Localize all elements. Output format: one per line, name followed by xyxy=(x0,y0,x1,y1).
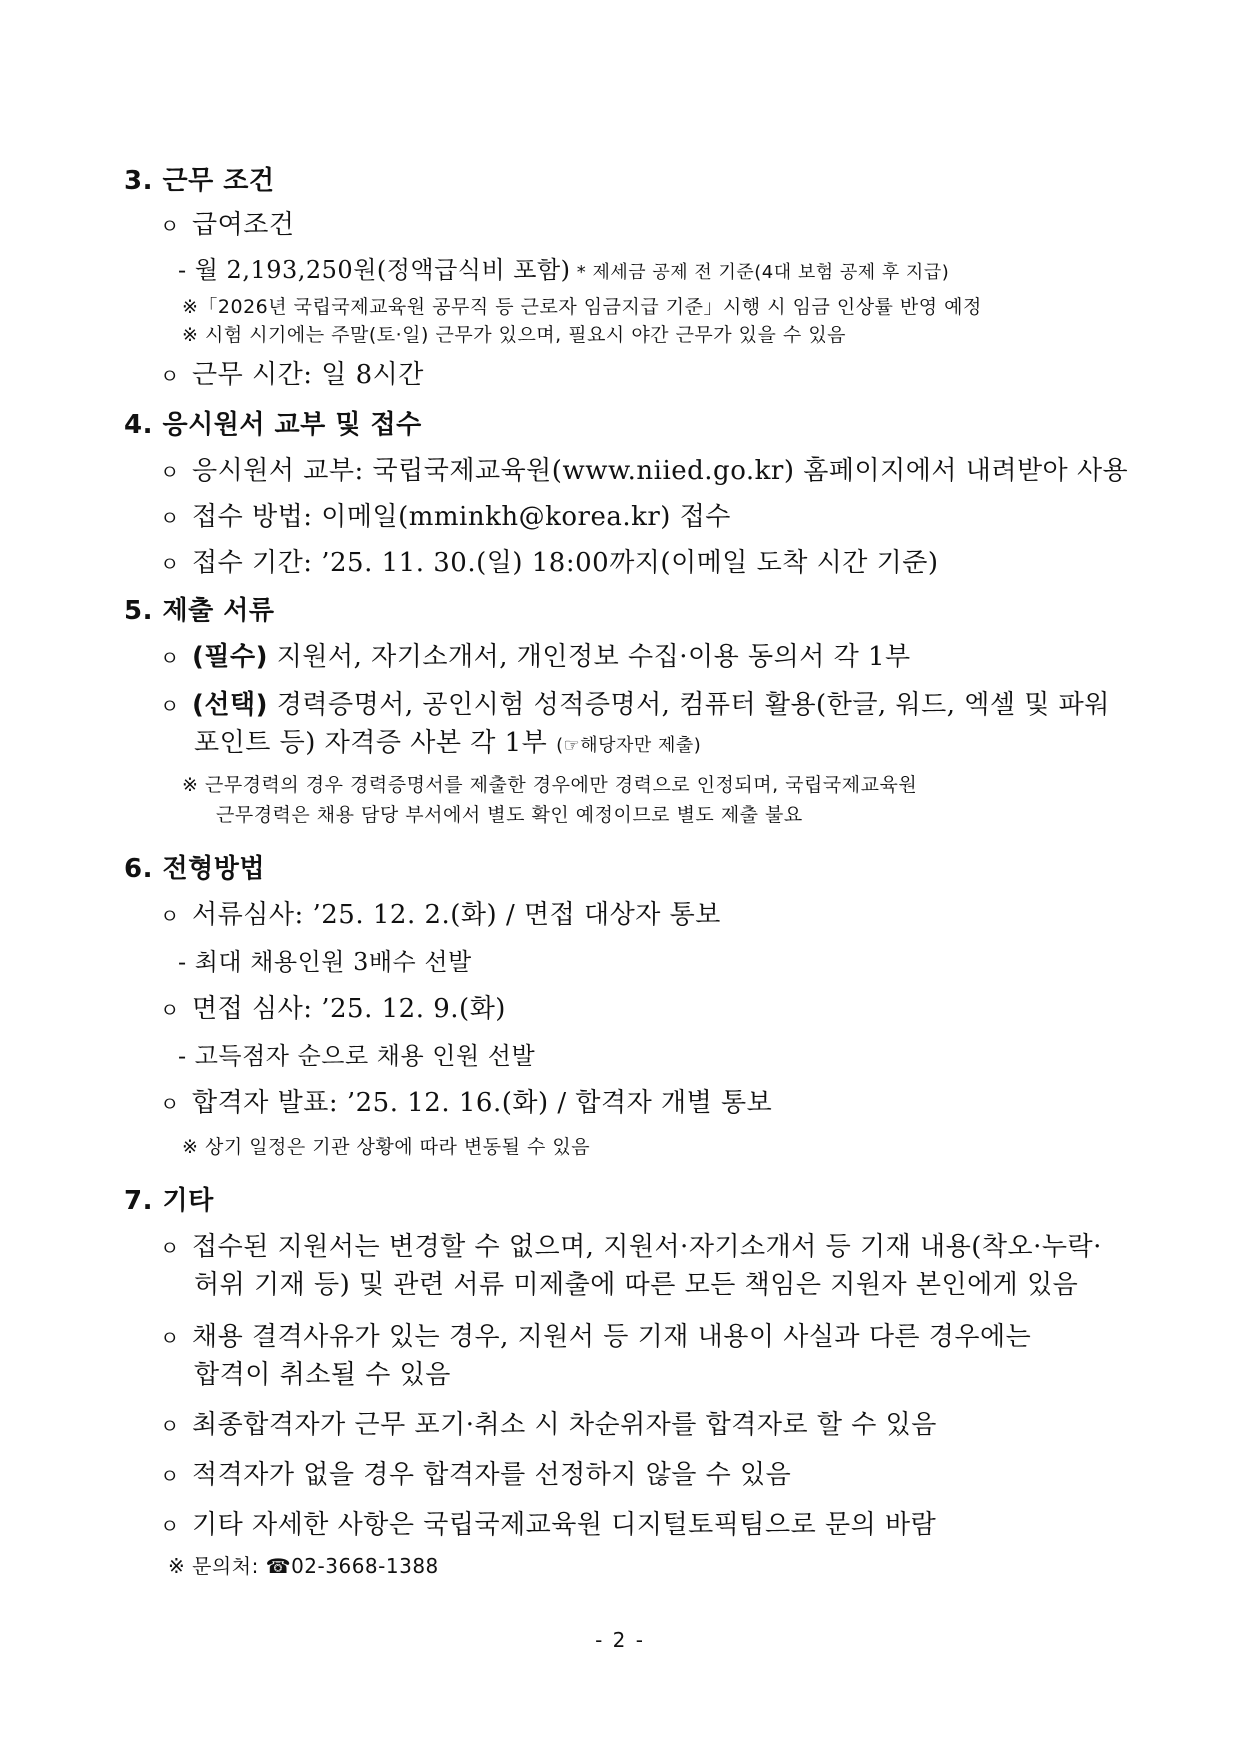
bullet-mark: ㅇ xyxy=(160,998,180,1022)
salary-amount: - 월 2,193,250원(정액급식비 포함) xyxy=(178,256,571,284)
submission-period-item xyxy=(160,542,939,579)
misc-item-3-text: 최종합격자가 근무 포기·취소 시 차순위자를 합격자로 할 수 있음 xyxy=(192,1410,937,1440)
optional-docs-item xyxy=(160,684,1110,721)
result-announcement-item xyxy=(160,1082,772,1119)
wage-note: ※「2026년 국립국제교육원 공무직 등 근로자 임금지급 기준」시행 시 임금 인상률 반영 예정 xyxy=(182,296,982,318)
misc-item-5-text: 기타 자세한 사항은 국립국제교육원 디지털토픽팀으로 문의 바람 xyxy=(192,1510,937,1540)
bullet-mark: ㅇ xyxy=(160,1326,180,1350)
optional-docs-cont-text: 포인트 등) 자격증 사본 각 1부 xyxy=(194,728,548,758)
bullet-mark: ㅇ xyxy=(160,1236,180,1260)
salary-heading-item xyxy=(160,204,294,241)
page-number: - 2 - xyxy=(595,1628,645,1652)
misc-item-2 xyxy=(160,1316,1031,1353)
weekend-work-note: ※ 시험 시기에는 주말(토·일) 근무가 있으며, 필요시 야간 근무가 있을 수 있음 xyxy=(182,324,847,346)
bullet-mark: ㅇ xyxy=(160,1464,180,1488)
bullet-mark: ㅇ xyxy=(160,364,180,388)
application-form-text: 응시원서 교부: 국립국제교육원(www.niied.go.kr) 홈페이지에서 내려받아 사용 xyxy=(192,456,1129,486)
bullet-mark: ㅇ xyxy=(160,646,180,670)
bullet-mark: ㅇ xyxy=(160,1414,180,1438)
misc-item-1-line-2: 허위 기재 등) 및 관련 서류 미제출에 따른 모든 책임은 지원자 본인에게 있음 xyxy=(194,1270,1079,1300)
required-docs-text: 지원서, 자기소개서, 개인정보 수집·이용 동의서 각 1부 xyxy=(268,642,911,672)
section-6-title: 6. 전형방법 xyxy=(124,854,265,884)
required-docs-item xyxy=(160,636,911,673)
document-review-item xyxy=(160,894,721,931)
misc-item-1-line-1: 접수된 지원서는 변경할 수 없으며, 지원서·자기소개서 등 기재 내용(착오·누락· xyxy=(192,1232,1102,1262)
document-review-text: 서류심사: ’25. 12. 2.(화) / 면접 대상자 통보 xyxy=(192,900,721,930)
submission-method-item xyxy=(160,496,731,533)
section-5-title: 5. 제출 서류 xyxy=(124,596,275,626)
submission-method-text: 접수 방법: 이메일(mminkh@korea.kr) 접수 xyxy=(192,502,731,532)
required-label: (필수) xyxy=(192,642,268,672)
misc-item-3 xyxy=(160,1404,937,1441)
misc-item-5 xyxy=(160,1504,936,1541)
salary-line xyxy=(178,250,949,285)
interview-item xyxy=(160,988,506,1025)
section-4-title: 4. 응시원서 교부 및 접수 xyxy=(124,410,422,440)
bullet-mark: ㅇ xyxy=(160,214,180,238)
interview-sub: - 고득점자 순으로 채용 인원 선발 xyxy=(178,1042,536,1070)
work-hours-item xyxy=(160,354,424,391)
submission-period-text: 접수 기간: ’25. 11. 30.(일) 18:00까지(이메일 도착 시간 기준) xyxy=(192,548,939,578)
bullet-mark: ㅇ xyxy=(160,1092,180,1116)
bullet-mark: ㅇ xyxy=(160,694,180,718)
bullet-mark: ㅇ xyxy=(160,552,180,576)
schedule-change-note: ※ 상기 일정은 기관 상황에 따라 변동될 수 있음 xyxy=(182,1136,591,1158)
career-note-line-2: 근무경력은 채용 담당 부서에서 별도 확인 예정이므로 별도 제출 불요 xyxy=(216,804,803,826)
interview-text: 면접 심사: ’25. 12. 9.(화) xyxy=(192,994,506,1024)
optional-label: (선택) xyxy=(192,690,268,720)
misc-item-4 xyxy=(160,1454,791,1491)
document-review-sub: - 최대 채용인원 3배수 선발 xyxy=(178,948,472,976)
section-7-title: 7. 기타 xyxy=(124,1186,214,1216)
misc-item-1 xyxy=(160,1226,1102,1263)
misc-item-4-text: 적격자가 없을 경우 합격자를 선정하지 않을 수 있음 xyxy=(192,1460,792,1490)
misc-item-2-line-2: 합격이 취소될 수 있음 xyxy=(194,1360,451,1390)
bullet-mark: ㅇ xyxy=(160,904,180,928)
bullet-mark: ㅇ xyxy=(160,1514,180,1538)
misc-item-2-line-1: 채용 결격사유가 있는 경우, 지원서 등 기재 내용이 사실과 다른 경우에는 xyxy=(192,1322,1032,1352)
optional-docs-continued xyxy=(194,722,701,759)
bullet-mark: ㅇ xyxy=(160,460,180,484)
section-3-title: 3. 근무 조건 xyxy=(124,166,275,196)
career-note-line-1: ※ 근무경력의 경우 경력증명서를 제출한 경우에만 경력으로 인정되며, 국립국제교육원 xyxy=(182,774,918,796)
result-announcement-text: 합격자 발표: ’25. 12. 16.(화) / 합격자 개별 통보 xyxy=(192,1088,773,1118)
application-form-item xyxy=(160,450,1128,487)
bullet-mark: ㅇ xyxy=(160,506,180,530)
salary-heading: 급여조건 xyxy=(192,210,295,240)
contact-info: ※ 문의처: ☎02-3668-1388 xyxy=(168,1554,439,1578)
optional-docs-text: 경력증명서, 공인시험 성적증명서, 컴퓨터 활용(한글, 워드, 엑셀 및 파워 xyxy=(268,690,1110,720)
work-hours: 근무 시간: 일 8시간 xyxy=(192,360,424,390)
optional-docs-applicable-note: (☞해당자만 제출) xyxy=(556,735,702,756)
salary-tax-note: * 제세금 공제 전 기준(4대 보험 공제 후 지급) xyxy=(570,262,950,283)
